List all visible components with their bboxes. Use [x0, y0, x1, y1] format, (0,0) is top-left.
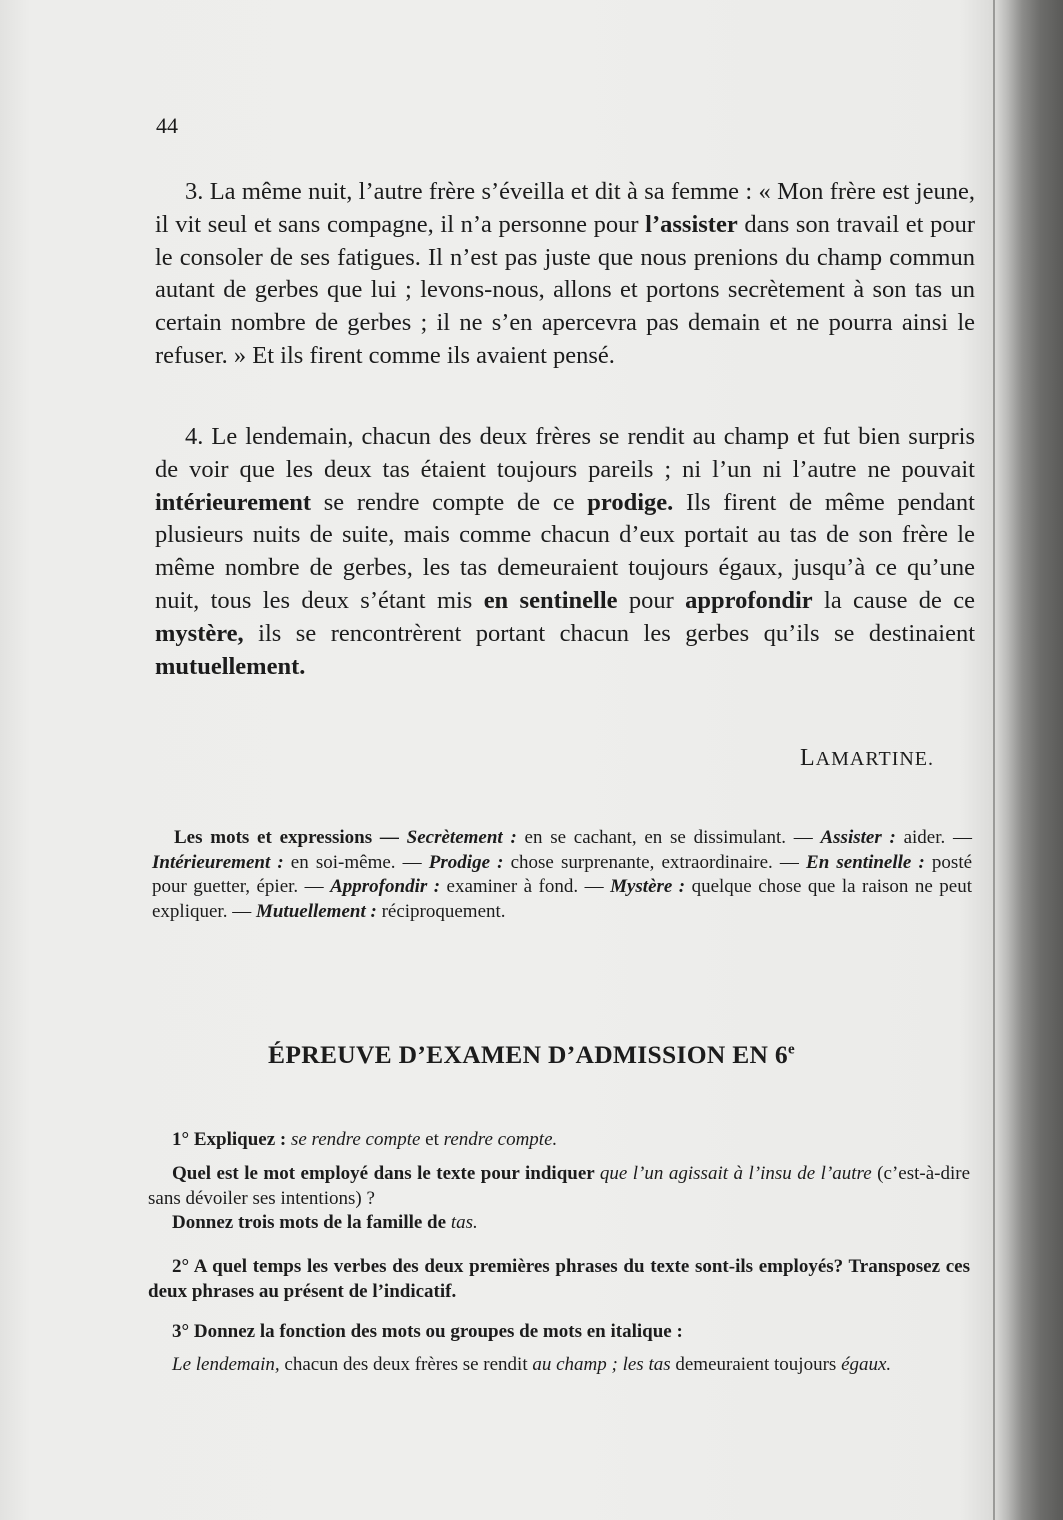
italic-text: au champ ; les tas — [532, 1354, 671, 1375]
italic-text: se rendre compte — [290, 1129, 421, 1150]
question-text: A quel temps les verbes des deux premières phrases du texte sont-ils employés? Transposez ces deux phrases au présent de l’indicatif. — [148, 1256, 970, 1302]
vocab-def: posté pour guetter, épier. — — [152, 851, 973, 898]
vocab-term: Secrètement : — [406, 827, 517, 848]
exam-heading-text: ÉPREUVE D’EXAMEN D’ADMISSION EN 6 — [268, 1040, 788, 1069]
italic-text: rendre compte. — [443, 1129, 558, 1150]
exam-heading — [0, 1040, 1063, 1070]
question-number: 3° — [172, 1321, 190, 1342]
vocab-term: Intérieurement : — [152, 851, 284, 873]
author-initial: L — [800, 745, 816, 771]
bold-term: en sentinelle — [483, 586, 618, 614]
vocab-term: En sentinelle : — [806, 851, 925, 873]
vocab-term: Approfondir : — [330, 876, 441, 898]
paragraph-4 — [155, 421, 975, 683]
question-text: Expliquez : — [189, 1129, 291, 1150]
text: 4. Le lendemain, chacun des deux frères se rendit au champ et fut bien surpris de voir que les deux tas étaient toujours pareils ; ni l’un ni l’autre ne pouvait — [155, 423, 975, 483]
question-number: 2° — [172, 1256, 190, 1277]
question-text: Donnez trois mots de la famille de — [172, 1212, 451, 1233]
question-text: Quel est le mot employé dans le texte pour indiquer — [172, 1163, 600, 1184]
question-3 — [148, 1320, 970, 1345]
question-1-part-a — [148, 1128, 970, 1153]
text: 3. La même nuit, l’autre frère s’éveilla et dit à sa femme : « Mon frère est jeune, il vit seul et sans compagne, il n’a personne pour — [155, 178, 975, 238]
italic-text: que l’un agissait à l’insu de l’autre — [599, 1163, 872, 1184]
italic-text: égaux. — [841, 1354, 892, 1375]
vocab-def: examiner à fond. — — [440, 876, 611, 898]
text: chacun des deux frères se rendit — [279, 1354, 533, 1375]
vocab-def: quelque chose que la raison ne peut expliquer. — — [152, 876, 972, 922]
vocab-term: Mystère : — [610, 876, 686, 898]
bold-term: intérieurement — [155, 488, 312, 516]
vocab-term: Assister : — [820, 827, 896, 848]
question-number: 1° — [172, 1129, 190, 1150]
question-2 — [148, 1255, 970, 1304]
bold-term: mutuellement. — [155, 652, 306, 680]
text: et — [420, 1129, 444, 1150]
vocab-term: Prodige : — [428, 851, 504, 873]
bold-term: l’assister — [645, 210, 738, 238]
text: la cause de ce — [812, 586, 976, 614]
question-3-sentence — [148, 1353, 970, 1378]
exam-heading-sup: e — [787, 1041, 795, 1058]
author-signature — [800, 745, 934, 772]
text: se rendre compte de ce — [311, 488, 588, 516]
italic-text: Le lendemain, — [172, 1354, 280, 1375]
text: demeuraient toujours — [670, 1354, 842, 1375]
page-number: 44 — [156, 113, 178, 138]
vocabulary-note — [152, 826, 972, 924]
question-1-part-b — [148, 1162, 970, 1211]
text: Ils firent de même pendant plusieurs nuits de suite, mais comme chacun d’eux portait au tas de son frère le même nombre de gerbes, les tas demeuraient toujours égaux, jusqu’à ce qu’une nuit, tous les deux s’étant mis — [155, 488, 975, 614]
text: (c’est-à-dire sans dévoiler ses intentions) ? — [148, 1163, 970, 1209]
bold-term: mystère, — [155, 619, 244, 647]
vocab-lead: Les mots et expressions — — [174, 827, 407, 848]
text: ils se rencontrèrent portant chacun les gerbes qu’ils se destinaient — [243, 619, 975, 647]
question-1-part-c — [148, 1211, 970, 1236]
italic-text: tas. — [450, 1212, 478, 1233]
text: dans son travail et pour le consoler de ses fatigues. Il n’est pas juste que nous prenions du champ commun autant de gerbes que lui ; levons-nous, allons et portons secrètement à son tas un certain nombre de gerbes ; il ne s’en apercevra pas demain et ne pourra ainsi le refuser. » Et ils firent comme ils avaient pensé. — [155, 210, 975, 369]
vocab-def: en soi-même. — — [283, 851, 429, 873]
vocab-def: aider. — — [895, 827, 972, 848]
author-rest: AMARTINE. — [815, 748, 935, 770]
bold-term: approfondir — [685, 586, 813, 614]
vocab-def: réciproquement. — [376, 900, 506, 922]
question-text: Donnez la fonction des mots ou groupes de mots en italique : — [189, 1321, 683, 1342]
vocab-def: en se cachant, en se dissimulant. — — [516, 827, 821, 848]
text: pour — [617, 586, 686, 614]
bold-term: prodige. — [587, 488, 674, 516]
vocab-term: Mutuellement : — [255, 900, 377, 922]
paragraph-3 — [155, 176, 975, 373]
vocab-def: chose surprenante, extraordinaire. — — [503, 851, 807, 873]
page-edge-shadow — [993, 0, 995, 1520]
